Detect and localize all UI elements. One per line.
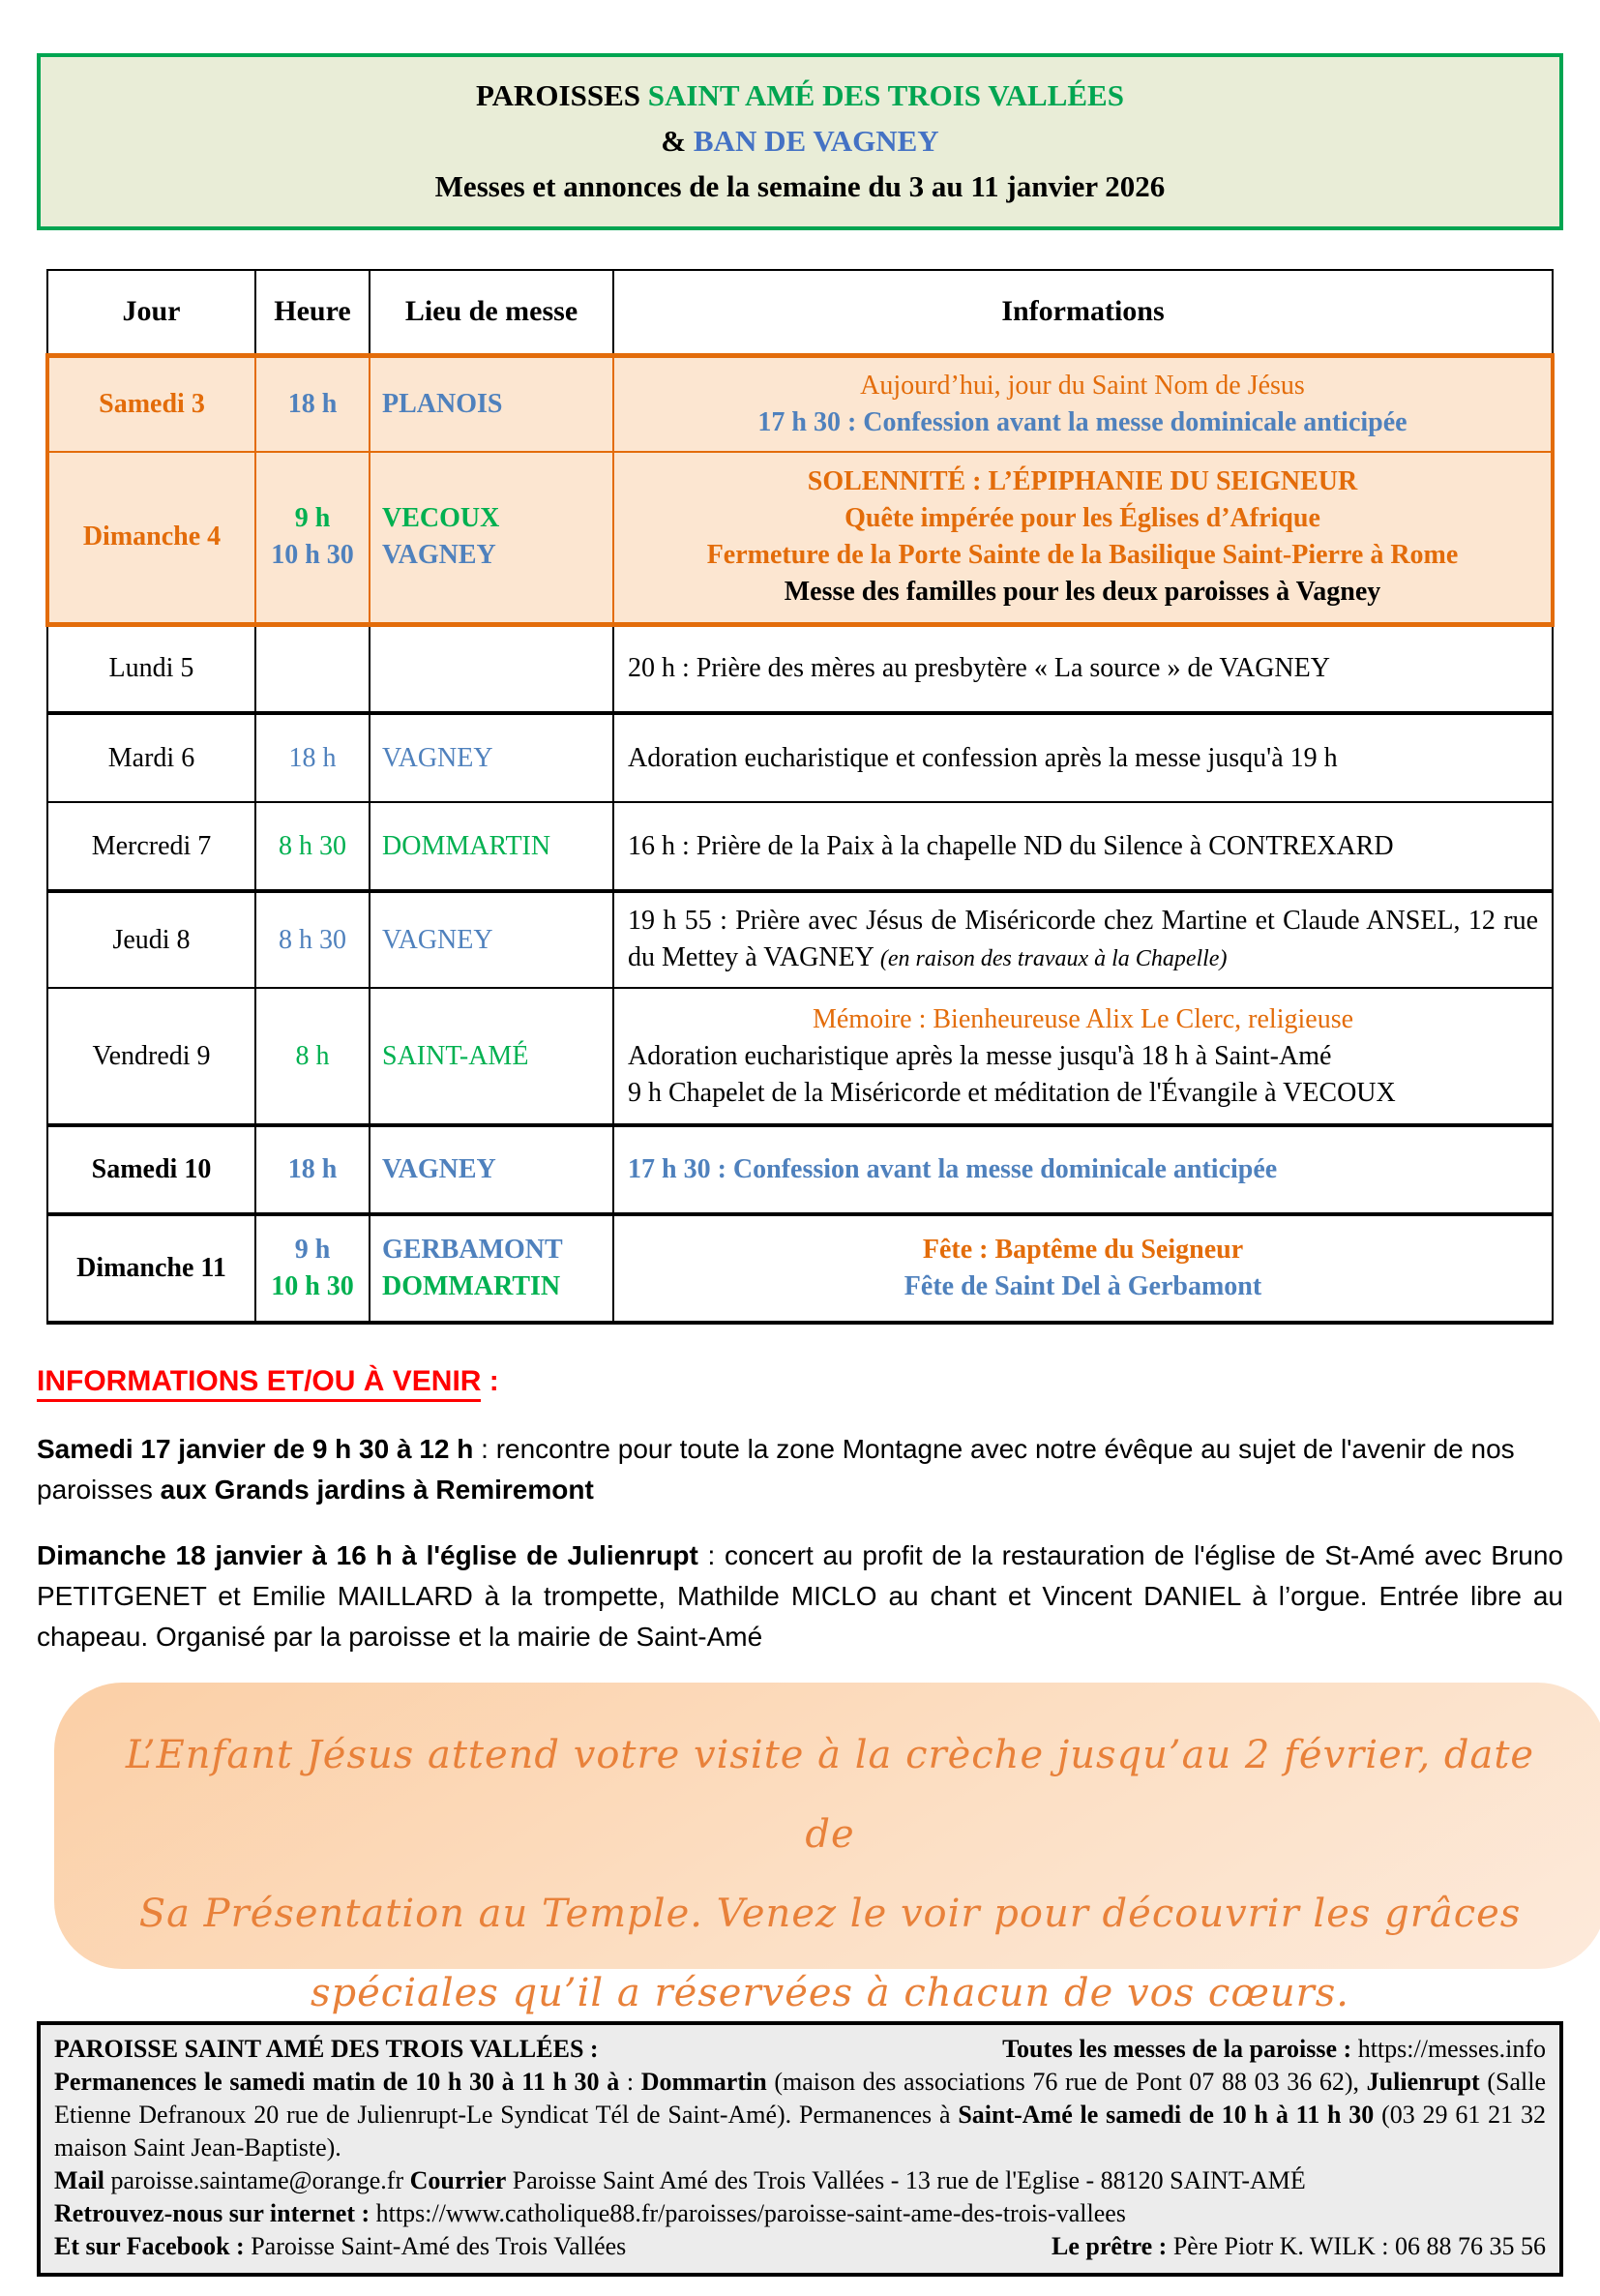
- table-row-lundi-5: [47, 624, 1553, 713]
- info-note: (en raison des travaux à la Chapelle): [874, 946, 1228, 971]
- place-cell: SAINT-AMÉ: [370, 988, 613, 1125]
- info-line: Messe des familles pour les deux paroisses à Vagney: [784, 577, 1381, 608]
- time-cell: 18 h: [255, 355, 370, 452]
- table-row-samedi-3: [47, 355, 1553, 452]
- banner-ban-line: [50, 118, 1550, 164]
- facebook-label: Et sur Facebook :: [54, 2232, 245, 2260]
- place-cell: [370, 1214, 613, 1323]
- table-row-samedi-10: [47, 1125, 1553, 1214]
- banner-title-word: PAROISSES: [476, 78, 641, 112]
- column-header-heure: Heure: [255, 270, 370, 355]
- banner-subtitle: Messes et annonces de la semaine du 3 au 11 janvier 2026: [434, 169, 1166, 203]
- info-line: Aujourd’hui, jour du Saint Nom de Jésus: [860, 370, 1305, 401]
- day-cell: Samedi 3: [47, 355, 255, 452]
- table-row-mercredi-7: [47, 802, 1553, 891]
- time-cell: [255, 624, 370, 713]
- table-row-vendredi-9: [47, 988, 1553, 1125]
- info-cell: Adoration eucharistique et confession après la messe jusqu'à 19 h: [613, 713, 1553, 802]
- announcements-heading-colon: :: [481, 1365, 499, 1397]
- masses-label: Toutes les messes de la paroisse :: [1002, 2035, 1352, 2063]
- info-cell: [613, 355, 1553, 452]
- info-line: Fête de Saint Del à Gerbamont: [904, 1271, 1262, 1301]
- banner-title-ban: BAN DE VAGNEY: [693, 124, 939, 158]
- mail-label: Mail: [54, 2166, 104, 2194]
- announcement-text: : concert au profit de la restauration de l'église de St-Amé avec Bruno PETITGENET et Emilie MAILLARD à la trompette, Mathilde MICLO au chant et Vincent DANIEL à l’orgue. Entrée libre au chapeau. Organisé par la paroisse et la mairie de Saint-Amé: [37, 1540, 1563, 1652]
- text-run: (03 29 61 21 32 maison Saint Jean-Baptiste).: [54, 2101, 1546, 2162]
- place-dommartin: Dommartin: [640, 2068, 767, 2096]
- time-cell: [255, 1214, 370, 1323]
- parish-name-label: PAROISSE SAINT AMÉ DES TROIS VALLÉES :: [54, 2035, 599, 2063]
- footer-line-mail: [54, 2164, 1546, 2197]
- place-cell: [370, 452, 613, 624]
- creche-line: Sa Présentation au Temple. Venez le voir pour découvrir les grâces: [138, 1892, 1522, 1936]
- day-cell: Dimanche 4: [47, 452, 255, 624]
- creche-invitation-box: [54, 1683, 1600, 2015]
- info-cell: [613, 452, 1553, 624]
- info-line: Adoration eucharistique après la messe jusqu'à 18 h à Saint-Amé: [628, 1040, 1332, 1071]
- text-run: (maison des associations 76 rue de Pont 07 88 03 36 62),: [766, 2068, 1367, 2096]
- time-cell: 8 h 30: [255, 802, 370, 891]
- priest-name-phone: Père Piotr K. WILK : 06 88 76 35 56: [1167, 2232, 1546, 2260]
- column-header-informations: Informations: [613, 270, 1553, 355]
- info-cell: [613, 891, 1553, 988]
- courrier-address: Paroisse Saint Amé des Trois Vallées - 13 rue de l'Eglise - 88120 SAINT-AMÉ: [506, 2166, 1306, 2194]
- time-line: 9 h: [294, 1235, 331, 1265]
- info-line: SOLENNITÉ : L’ÉPIPHANIE DU SEIGNEUR: [807, 466, 1358, 497]
- facebook-page-name: Paroisse Saint-Amé des Trois Vallées: [244, 2232, 627, 2260]
- banner-ampersand: &: [661, 124, 687, 158]
- place-cell: VAGNEY: [370, 1125, 613, 1214]
- footer-line-internet: [54, 2197, 1546, 2230]
- announcement-date: Dimanche 18 janvier à 16 h à l'église de Julienrupt: [37, 1540, 698, 1570]
- day-cell: Mardi 6: [47, 713, 255, 802]
- announcement-place: aux Grands jardins à Remiremont: [160, 1475, 594, 1505]
- time-cell: 8 h 30: [255, 891, 370, 988]
- place-line: VAGNEY: [382, 540, 496, 571]
- place-cell: [370, 624, 613, 713]
- courrier-label: Courrier: [409, 2166, 507, 2194]
- info-text: 19 h 55 : Prière avec Jésus de Miséricorde chez Martine et Claude ANSEL, 12 rue du Mettey à VAGNEY: [628, 906, 1538, 972]
- text-run: (Salle Etienne Defranoux 20 rue de Julienrupt-Le Syndicat Tél de Saint-Amé). Permanences à: [54, 2068, 1546, 2129]
- mass-schedule-table: [45, 269, 1555, 1325]
- time-cell: [255, 452, 370, 624]
- header-banner: [37, 53, 1563, 230]
- day-cell: Dimanche 11: [47, 1214, 255, 1323]
- announcements-section: [37, 1361, 1563, 1657]
- place-line: GERBAMONT: [382, 1235, 563, 1265]
- time-line: 10 h 30: [271, 1271, 354, 1301]
- place-line: DOMMARTIN: [382, 1271, 561, 1301]
- internet-label: Retrouvez-nous sur internet :: [54, 2199, 370, 2227]
- info-line: 9 h Chapelet de la Miséricorde et méditation de l'Évangile à VECOUX: [628, 1077, 1396, 1108]
- day-cell: Mercredi 7: [47, 802, 255, 891]
- column-header-lieu: Lieu de messe: [370, 270, 613, 355]
- day-cell: Vendredi 9: [47, 988, 255, 1125]
- info-cell: [613, 1214, 1553, 1323]
- footer-contact-block: [37, 2021, 1563, 2277]
- masses-info: [1002, 2033, 1546, 2066]
- time-cell: 18 h: [255, 1125, 370, 1214]
- info-line: Mémoire : Bienheureuse Alix Le Clerc, religieuse: [812, 1003, 1354, 1034]
- announcement-dimanche-18: [37, 1536, 1563, 1657]
- banner-title-line: [50, 73, 1550, 118]
- info-line: Fermeture de la Porte Sainte de la Basilique Saint-Pierre à Rome: [706, 540, 1459, 571]
- table-row-dimanche-11: [47, 1214, 1553, 1323]
- footer-line-facebook: [54, 2230, 1546, 2263]
- info-cell: 16 h : Prière de la Paix à la chapelle ND du Silence à CONTREXARD: [613, 802, 1553, 891]
- announcements-heading: [37, 1361, 1563, 1402]
- priest-info: [1052, 2230, 1546, 2263]
- priest-label: Le prêtre :: [1051, 2232, 1168, 2260]
- permanences-label: Permanences le samedi matin de 10 h 30 à 11 h 30 à: [54, 2068, 620, 2096]
- place-line: VECOUX: [382, 503, 500, 534]
- email-link[interactable]: paroisse.saintame@orange.fr: [104, 2166, 410, 2194]
- announcement-text: : rencontre pour toute la zone Montagne avec notre évêque au sujet de l'avenir de nos paroisses: [37, 1434, 1515, 1505]
- info-line: Quête impérée pour les Églises d’Afrique: [844, 503, 1320, 534]
- table-row-dimanche-4: [47, 452, 1553, 624]
- time-cell: 8 h: [255, 988, 370, 1125]
- website-url-link[interactable]: https://www.catholique88.fr/paroisses/paroisse-saint-ame-des-trois-vallees: [370, 2199, 1126, 2227]
- info-cell: 17 h 30 : Confession avant la messe dominicale anticipée: [613, 1125, 1553, 1214]
- place-saint-ame: Saint-Amé le samedi de 10 h à 11 h 30: [958, 2101, 1375, 2129]
- info-cell: [613, 988, 1553, 1125]
- day-cell: Lundi 5: [47, 624, 255, 713]
- table-row-mardi-6: [47, 713, 1553, 802]
- place-cell: VAGNEY: [370, 891, 613, 988]
- place-cell: VAGNEY: [370, 713, 613, 802]
- text-run: :: [619, 2068, 641, 2096]
- day-cell: Samedi 10: [47, 1125, 255, 1214]
- place-julienrupt: Julienrupt: [1366, 2068, 1480, 2096]
- info-cell: 20 h : Prière des mères au presbytère « La source » de VAGNEY: [613, 624, 1553, 713]
- announcement-samedi-17: [37, 1429, 1563, 1510]
- table-header-row: [47, 270, 1553, 355]
- place-cell: PLANOIS: [370, 355, 613, 452]
- creche-line: spéciales qu’il a réservées à chacun de vos cœurs.: [310, 1971, 1349, 2015]
- footer-line-parish: [54, 2033, 1546, 2066]
- time-cell: 18 h: [255, 713, 370, 802]
- table-row-jeudi-8: [47, 891, 1553, 988]
- footer-line-permanences: [54, 2066, 1546, 2164]
- masses-url-link[interactable]: https://messes.info: [1351, 2035, 1546, 2063]
- announcements-heading-text: INFORMATIONS ET/OU À VENIR: [37, 1365, 481, 1402]
- creche-line: L’Enfant Jésus attend votre visite à la crèche jusqu’au 2 février, date de: [125, 1733, 1535, 1857]
- announcement-date: Samedi 17 janvier de 9 h 30 à 12 h: [37, 1434, 474, 1464]
- info-line: 17 h 30 : Confession avant la messe dominicale anticipée: [757, 406, 1407, 437]
- time-line: 9 h: [294, 503, 331, 534]
- time-line: 10 h 30: [271, 540, 354, 571]
- info-line: Fête : Baptême du Seigneur: [922, 1235, 1244, 1265]
- banner-title-parish: SAINT AMÉ DES TROIS VALLÉES: [647, 78, 1124, 112]
- day-cell: Jeudi 8: [47, 891, 255, 988]
- place-cell: DOMMARTIN: [370, 802, 613, 891]
- column-header-jour: Jour: [47, 270, 255, 355]
- facebook-info: [54, 2230, 626, 2263]
